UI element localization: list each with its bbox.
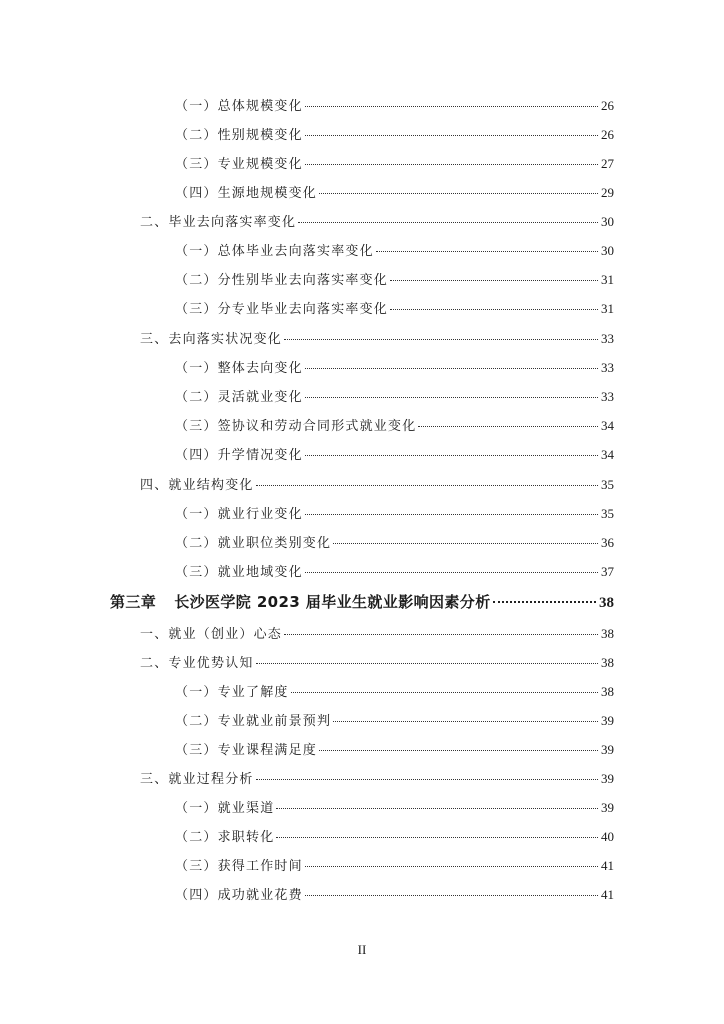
toc-entry-page: 34 — [601, 418, 614, 433]
dot-leader — [333, 543, 598, 544]
toc-entry-page: 30 — [601, 214, 614, 229]
toc-entry-label: （一）整体去向变化 — [175, 361, 303, 376]
toc-entry[interactable] — [175, 444, 614, 466]
toc-entry-page: 38 — [601, 655, 614, 670]
dot-leader — [256, 663, 598, 664]
dot-leader — [390, 309, 598, 310]
toc-entry-label: 三、就业过程分析 — [140, 772, 254, 787]
toc-entry-page: 39 — [601, 713, 614, 728]
toc-entry[interactable] — [175, 797, 614, 819]
toc-entry[interactable] — [175, 95, 614, 117]
toc-entry-label: （三）获得工作时间 — [175, 859, 303, 874]
toc-entry-label: （三）专业课程满足度 — [175, 743, 318, 758]
toc-entry-label: （二）就业职位类别变化 — [175, 536, 332, 551]
dot-leader — [284, 634, 598, 635]
toc-entry[interactable] — [175, 739, 614, 761]
toc-entry-label: （一）总体规模变化 — [175, 99, 303, 114]
toc-entry-page: 40 — [601, 829, 614, 844]
toc-entry-label: （二）性别规模变化 — [175, 128, 303, 143]
toc-entry-page: 39 — [601, 771, 614, 786]
toc-entry-label: （一）就业渠道 — [175, 801, 275, 816]
toc-entry-page: 36 — [601, 535, 614, 550]
toc-entry-page: 26 — [601, 98, 614, 113]
toc-entry-label: （三）分专业毕业去向落实率变化 — [175, 302, 389, 317]
toc-entry[interactable] — [175, 415, 614, 437]
toc-entry-label: 二、毕业去向落实率变化 — [140, 215, 297, 230]
toc-entry[interactable] — [175, 386, 614, 408]
toc-entry[interactable] — [140, 328, 614, 350]
toc-entry-page: 39 — [601, 742, 614, 757]
toc-entry-label: 三、去向落实状况变化 — [140, 332, 283, 347]
dot-leader — [390, 280, 598, 281]
dot-leader — [291, 692, 598, 693]
toc-entry[interactable] — [175, 561, 614, 583]
toc-entry-page: 38 — [601, 626, 614, 641]
dot-leader — [305, 455, 598, 456]
toc-entry[interactable] — [140, 623, 614, 645]
dot-leader — [305, 895, 598, 896]
toc-entry-page: 33 — [601, 331, 614, 346]
toc-entry-label: （二）专业就业前景预判 — [175, 714, 332, 729]
toc-entry[interactable] — [175, 124, 614, 146]
toc-entry-page: 31 — [601, 272, 614, 287]
toc-entry-label: （一）就业行业变化 — [175, 507, 303, 522]
dot-leader — [276, 837, 598, 838]
dot-leader — [305, 368, 598, 369]
toc-entry-label: （二）分性别毕业去向落实率变化 — [175, 273, 389, 288]
toc-entry[interactable] — [175, 182, 614, 204]
toc-entry-label: （三）签协议和劳动合同形式就业变化 — [175, 419, 417, 434]
footer-page-number: II — [357, 942, 367, 957]
toc-entry[interactable] — [175, 681, 614, 703]
toc-entry[interactable] — [140, 652, 614, 674]
toc-entry[interactable] — [175, 710, 614, 732]
dot-leader — [305, 514, 598, 515]
toc-entry-page: 39 — [601, 800, 614, 815]
toc-entry[interactable] — [175, 503, 614, 525]
dot-leader — [319, 193, 598, 194]
toc-chapter-page: 38 — [599, 595, 614, 611]
toc-entry-page: 35 — [601, 506, 614, 521]
toc-entry-page: 38 — [601, 684, 614, 699]
toc-entry-page: 30 — [601, 243, 614, 258]
toc-entry[interactable] — [175, 826, 614, 848]
toc-entry-label: 二、专业优势认知 — [140, 656, 254, 671]
toc-entry-label: （二）灵活就业变化 — [175, 390, 303, 405]
toc-entry-label: （四）升学情况变化 — [175, 448, 303, 463]
toc-entry-page: 41 — [601, 887, 614, 902]
toc-entry[interactable] — [140, 768, 614, 790]
toc-entry-label: 一、就业（创业）心态 — [140, 627, 283, 642]
dot-leader — [276, 808, 598, 809]
toc-entry[interactable] — [175, 357, 614, 379]
dot-leader — [305, 164, 598, 165]
toc-entry-label: 四、就业结构变化 — [140, 478, 254, 493]
toc-entry-page: 35 — [601, 477, 614, 492]
toc-chapter-entry[interactable] — [110, 589, 614, 615]
toc-entry-page: 31 — [601, 301, 614, 316]
toc-entry-page: 41 — [601, 858, 614, 873]
chapter-title: 长沙医学院 2023 届毕业生就业影响因素分析 — [174, 593, 491, 611]
toc-entry[interactable] — [175, 532, 614, 554]
chapter-number: 第三章 — [110, 593, 157, 611]
toc-entry[interactable] — [175, 884, 614, 906]
dot-leader — [305, 397, 598, 398]
toc-entry-label: （四）成功就业花费 — [175, 888, 303, 903]
dot-leader — [493, 601, 596, 603]
toc-entry-label: （一）总体毕业去向落实率变化 — [175, 244, 374, 259]
toc-entry[interactable] — [140, 474, 614, 496]
toc-entry[interactable] — [175, 298, 614, 320]
toc-entry-label: （二）求职转化 — [175, 830, 275, 845]
toc-entry[interactable] — [175, 269, 614, 291]
toc-entry-page: 33 — [601, 389, 614, 404]
dot-leader — [333, 721, 598, 722]
toc-entry-page: 29 — [601, 185, 614, 200]
toc-entry-label: （三）就业地域变化 — [175, 565, 303, 580]
toc-entry[interactable] — [140, 211, 614, 233]
dot-leader — [298, 222, 598, 223]
toc-entry-page: 33 — [601, 360, 614, 375]
toc-entry-page: 34 — [601, 447, 614, 462]
dot-leader — [305, 135, 598, 136]
dot-leader — [284, 339, 598, 340]
toc-entry-label: （三）专业规模变化 — [175, 157, 303, 172]
dot-leader — [319, 750, 598, 751]
toc-entry-label: （一）专业了解度 — [175, 685, 289, 700]
dot-leader — [376, 251, 598, 252]
toc-entry-page: 37 — [601, 564, 614, 579]
toc-entry[interactable] — [175, 240, 614, 262]
toc-entry-label: （四）生源地规模变化 — [175, 186, 318, 201]
toc-chapter-label — [110, 589, 491, 615]
toc-entry[interactable] — [175, 855, 614, 877]
dot-leader — [418, 426, 598, 427]
dot-leader — [256, 485, 598, 486]
toc-entry-page: 26 — [601, 127, 614, 142]
toc-entry-page: 27 — [601, 156, 614, 171]
dot-leader — [305, 866, 598, 867]
dot-leader — [256, 779, 598, 780]
dot-leader — [305, 106, 598, 107]
dot-leader — [305, 572, 598, 573]
toc-entry[interactable] — [175, 153, 614, 175]
